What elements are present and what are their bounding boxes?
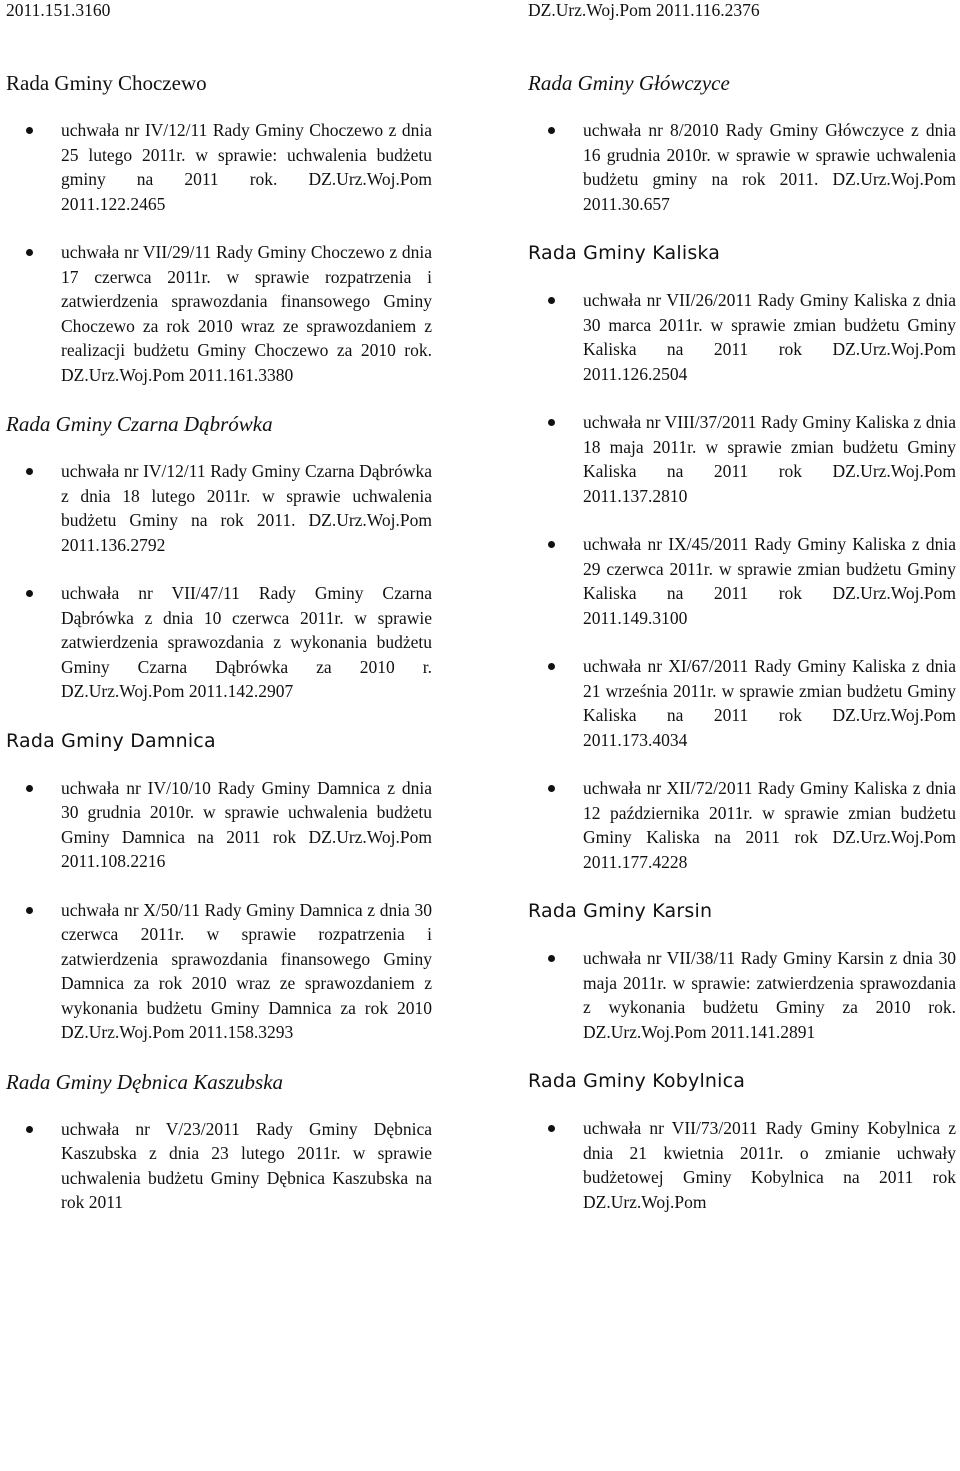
list-item (528, 1116, 956, 1214)
bullet-icon (26, 468, 33, 475)
section-debnica-kaszubska (6, 1069, 432, 1215)
section-title: Rada Gminy Karsin (528, 900, 713, 922)
section-title: Rada Gminy Kobylnica (528, 1070, 746, 1092)
resolution-text: uchwała nr IV/12/11 Rady Gminy Czarna Dąbrówka z dnia 18 lutego 2011r. w sprawie uchwalenia budżetu Gminy na rok 2011. DZ.Urz.Woj.Pom 2011.136.2792 (61, 461, 432, 555)
resolution-list (6, 1117, 432, 1215)
bullet-icon (548, 127, 555, 134)
section-kaliska (528, 240, 956, 874)
resolution-text: uchwała nr V/23/2011 Rady Gminy Dębnica Kaszubska z dnia 23 lutego 2011r. w sprawie uchwalenia budżetu Gminy Dębnica Kaszubska na rok 2011 (61, 1118, 432, 1212)
bullet-icon (548, 297, 555, 304)
resolution-text: uchwała nr VII/26/2011 Rady Gminy Kaliska z dnia 30 marca 2011r. w sprawie zmian budżetu Gminy Kaliska na 2011 rok DZ.Urz.Woj.Pom 2011.126.2504 (583, 290, 956, 384)
resolution-list (528, 118, 956, 216)
bullet-icon (548, 541, 555, 548)
resolution-text: uchwała nr IV/12/11 Rady Gminy Choczewo z dnia 25 lutego 2011r. w sprawie: uchwalenia budżetu gminy na 2011 rok. DZ.Urz.Woj.Pom 2011.122.2465 (61, 120, 432, 214)
section-karsin (528, 898, 956, 1044)
bullet-icon (548, 663, 555, 670)
list-item (6, 1117, 432, 1215)
resolution-text: uchwała nr VII/73/2011 Rady Gminy Kobylnica z dnia 21 kwietnia 2011r. o zmianie uchwały budżetowej Gminy Kobylnica na 2011 rok DZ.Urz.Woj.Pom (583, 1118, 956, 1212)
list-item (6, 581, 432, 704)
bullet-icon (26, 785, 33, 792)
resolution-list (528, 1116, 956, 1214)
section-czarna-dabrowka (6, 411, 432, 704)
list-item (528, 654, 956, 752)
resolution-text: uchwała nr IV/10/10 Rady Gminy Damnica z dnia 30 grudnia 2010r. w sprawie uchwalenia budżetu Gminy Damnica na 2011 rok DZ.Urz.Woj.Pom 2011.108.2216 (61, 777, 432, 871)
resolution-list (6, 118, 432, 387)
resolution-list (6, 459, 432, 704)
section-title: Rada Gminy Damnica (6, 729, 216, 752)
bullet-icon (548, 785, 555, 792)
resolution-list (528, 288, 956, 874)
left-column (6, 0, 432, 1239)
section-glowczyce (528, 70, 956, 216)
section-title: Rada Gminy Kaliska (528, 242, 721, 264)
section-kobylnica (528, 1068, 956, 1214)
right-column (528, 0, 956, 1238)
resolution-list (6, 776, 432, 1045)
bullet-icon (548, 955, 555, 962)
bullet-icon (26, 249, 33, 256)
resolution-text: uchwała nr VII/29/11 Rady Gminy Choczewo z dnia 17 czerwca 2011r. w sprawie rozpatrzenia i zatwierdzenia sprawozdania finansowego Gminy Choczewo za rok 2010 wraz ze sprawozdaniem z realizacji budżetu Gminy Choczewo za 2010 rok. DZ.Urz.Woj.Pom 2011.161.3380 (61, 242, 432, 385)
section-choczewo (6, 70, 432, 387)
bullet-icon (26, 127, 33, 134)
section-title: Rada Gminy Czarna Dąbrówka (6, 412, 273, 436)
resolution-text: uchwała nr VII/47/11 Rady Gminy Czarna Dąbrówka z dnia 10 czerwca 2011r. w sprawie zatwierdzenia sprawozdania z wykonania budżetu Gminy Czarna Dąbrówka za 2010 r. DZ.Urz.Woj.Pom 2011.142.2907 (61, 583, 432, 701)
list-item (528, 532, 956, 630)
bullet-icon (548, 1125, 555, 1132)
section-title: Rada Gminy Dębnica Kaszubska (6, 1069, 284, 1094)
resolution-text: uchwała nr XII/72/2011 Rady Gminy Kaliska z dnia 12 października 2011r. w sprawie zmian budżetu Gminy Kaliska na 2011 rok DZ.Urz.Woj.Pom 2011.177.4228 (583, 778, 956, 872)
resolution-text: uchwała nr IX/45/2011 Rady Gminy Kaliska z dnia 29 czerwca 2011r. w sprawie zmian budżetu Gminy Kaliska na 2011 rok DZ.Urz.Woj.Pom 2011.149.3100 (583, 534, 956, 628)
section-title: Rada Gminy Główczyce (528, 71, 730, 95)
left-top-reference: 2011.151.3160 (6, 0, 111, 20)
resolution-text: uchwała nr VII/38/11 Rady Gminy Karsin z dnia 30 maja 2011r. w sprawie: zatwierdzenia sprawozdania z wykonania budżetu Gminy za 2010 rok. DZ.Urz.Woj.Pom 2011.141.2891 (583, 948, 956, 1042)
resolution-list (528, 946, 956, 1044)
section-title: Rada Gminy Choczewo (6, 71, 207, 95)
resolution-text: uchwała nr 8/2010 Rady Gminy Główczyce z dnia 16 grudnia 2010r. w sprawie w sprawie uchwalenia budżetu gminy na rok 2011. DZ.Urz.Woj.Pom 2011.30.657 (583, 120, 956, 214)
list-item (6, 776, 432, 874)
bullet-icon (26, 590, 33, 597)
list-item (6, 118, 432, 216)
resolution-text: uchwała nr XI/67/2011 Rady Gminy Kaliska z dnia 21 września 2011r. w sprawie zmian budżetu Gminy Kaliska na 2011 rok DZ.Urz.Woj.Pom 2011.173.4034 (583, 656, 956, 750)
bullet-icon (26, 907, 33, 914)
list-item (528, 288, 956, 386)
list-item (6, 898, 432, 1045)
list-item (6, 240, 432, 387)
resolution-text: uchwała nr VIII/37/2011 Rady Gminy Kaliska z dnia 18 maja 2011r. w sprawie zmian budżetu Gminy Kaliska na 2011 rok DZ.Urz.Woj.Pom 2011.137.2810 (583, 412, 956, 506)
section-damnica (6, 728, 432, 1045)
bullet-icon (26, 1126, 33, 1133)
list-item (6, 459, 432, 557)
list-item (528, 946, 956, 1044)
right-top-reference: DZ.Urz.Woj.Pom 2011.116.2376 (528, 0, 760, 20)
resolution-text: uchwała nr X/50/11 Rady Gminy Damnica z dnia 30 czerwca 2011r. w sprawie rozpatrzenia i zatwierdzenia sprawozdania finansowego Gminy Damnica za rok 2010 wraz ze sprawozdaniem z wykonania budżetu Gminy Damnica za rok 2010 DZ.Urz.Woj.Pom 2011.158.3293 (61, 899, 432, 1042)
list-item (528, 410, 956, 508)
list-item (528, 776, 956, 874)
bullet-icon (548, 419, 555, 426)
list-item (528, 118, 956, 216)
